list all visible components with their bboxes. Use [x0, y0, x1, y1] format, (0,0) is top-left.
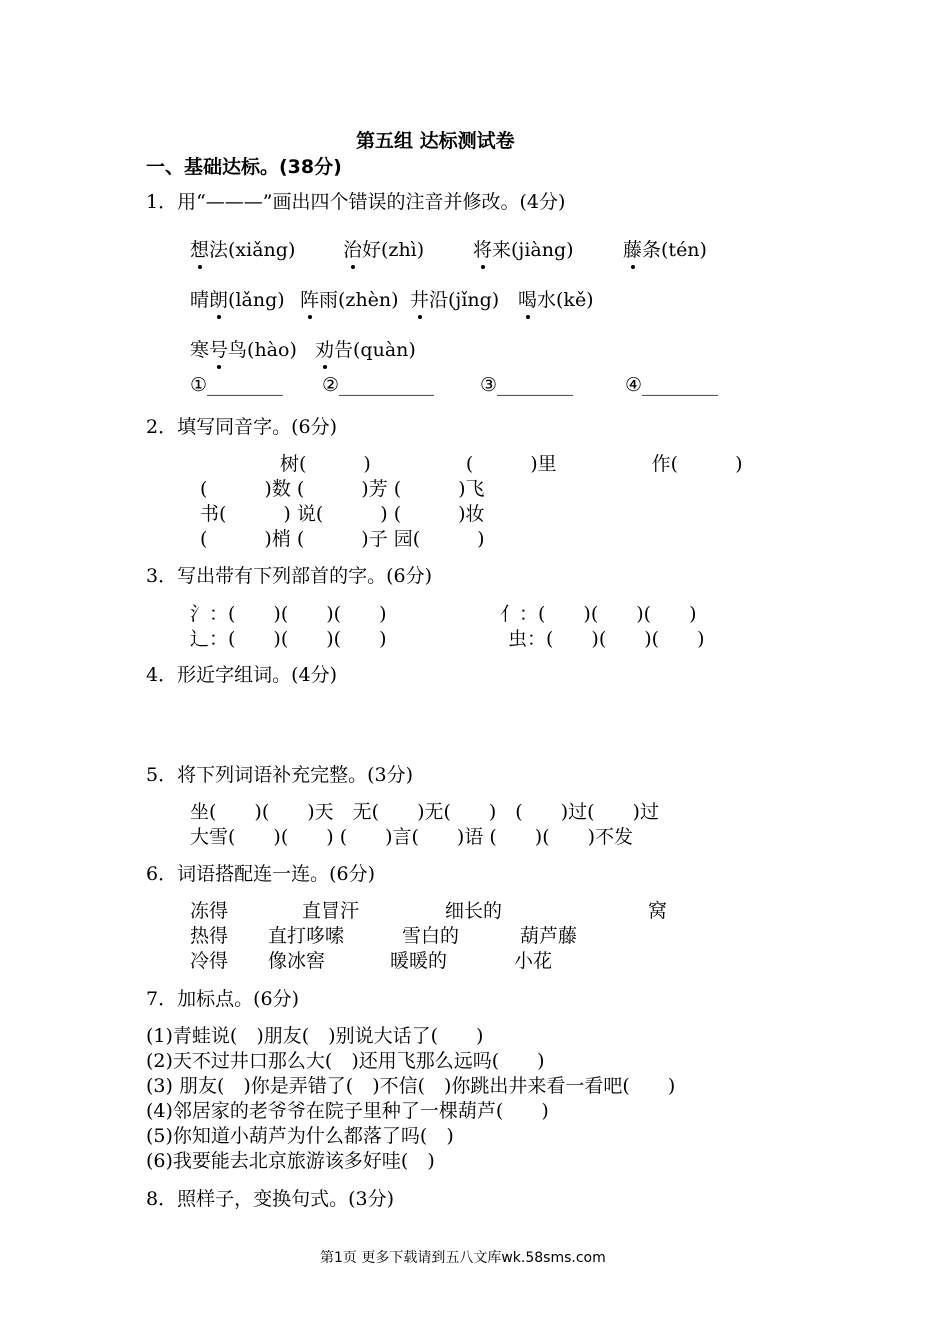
q3-prompt: 3．写出带有下列部首的字。(6分) — [146, 565, 433, 587]
q1-dotted-char: 劝 — [315, 335, 334, 362]
q1-prompt: 1．用“———”画出四个错误的注音并修改。(4分) — [146, 191, 566, 213]
q6-r3-c2: 像冰窖 — [268, 950, 326, 972]
q1-dotted-char: 喝 — [518, 285, 537, 312]
page-title: 第五组 达标测试卷 — [356, 130, 515, 152]
q1-dotted-char: 井 — [410, 285, 429, 312]
q6-r3-c3: 暖暖的 — [390, 950, 448, 972]
q2-line-3: 书( ) 说( ) ( )妆 — [200, 503, 485, 525]
q1-blank-3: ③________ — [480, 374, 574, 396]
q1-dotted-char: 藤 — [623, 235, 642, 262]
q1-word-8: 喝水(kě) — [518, 285, 594, 312]
q6-r1-c2: 直冒汗 — [302, 900, 360, 922]
q2-line-2: ( )数 ( )芳 ( )飞 — [200, 478, 485, 500]
q7-item-5: (5)你知道小葫芦为什么都落了吗( ) — [146, 1125, 454, 1147]
q1-word-7: 井沿(jǐng) — [410, 285, 499, 312]
q6-r2-c2: 直打哆嗦 — [268, 925, 345, 947]
q2-line-1: 树( ) ( )里 作( ) — [280, 453, 743, 475]
q2-line-4: ( )梢 ( )子 园( ) — [200, 528, 485, 550]
q7-item-4: (4)邻居家的老爷爷在院子里种了一棵葫芦( ) — [146, 1100, 549, 1122]
q1-word-10: 劝告(quàn) — [315, 335, 416, 362]
q6-r1-c1: 冻得 — [190, 900, 229, 922]
q1-dotted-char: 将 — [473, 235, 492, 262]
q1-dotted-char: 治 — [343, 235, 362, 262]
q6-prompt: 6．词语搭配连一连。(6分) — [146, 863, 376, 885]
q6-r2-c1: 热得 — [190, 925, 229, 947]
q3-radical-insect: 虫：( )( )( ) — [508, 628, 705, 650]
q1-word-9: 寒号鸟(hào) — [190, 335, 297, 362]
q1-word-5: 晴朗(lǎng) — [190, 285, 285, 312]
q6-r3-c1: 冷得 — [190, 950, 229, 972]
page-footer: 第1页 更多下载请到五八文库wk.58sms.com — [320, 1250, 606, 1266]
q7-item-3: (3) 朋友( )你是弄错了( )不信( )你跳出井来看一看吧( ) — [146, 1075, 676, 1097]
q3-radical-water: 氵：( )( )( ) — [190, 603, 387, 625]
q3-radical-person: 亻：( )( )( ) — [500, 603, 697, 625]
q6-r2-c3: 雪白的 — [402, 925, 460, 947]
q1-blank-4: ④________ — [625, 374, 719, 396]
section-heading: 一、基础达标。(38分) — [146, 156, 342, 178]
q1-word-2: 治好(zhì) — [343, 235, 424, 262]
q6-r1-c4: 窝 — [648, 900, 668, 922]
q6-r1-c3: 细长的 — [445, 900, 503, 922]
q1-word-4: 藤条(tén) — [623, 235, 707, 262]
q1-blank-2: ②__________ — [322, 374, 435, 396]
q7-prompt: 7．加标点。(6分) — [146, 988, 300, 1010]
q1-word-1: 想法(xiǎng) — [190, 235, 295, 262]
q1-blank-1: ①________ — [190, 374, 284, 396]
q7-item-2: (2)天不过井口那么大( )还用飞那么远吗( ) — [146, 1050, 545, 1072]
q7-item-6: (6)我要能去北京旅游该多好哇( ) — [146, 1150, 435, 1172]
q1-dotted-char: 号 — [209, 335, 228, 362]
q1-dotted-char: 朗 — [209, 285, 228, 312]
q1-dotted-char: 想 — [190, 235, 209, 262]
q5-line-2: 大雪( )( ) ( )言( )语 ( )( )不发 — [190, 826, 634, 848]
q1-word-3: 将来(jiàng) — [473, 235, 574, 262]
q2-prompt: 2．填写同音字。(6分) — [146, 416, 338, 438]
q1-dotted-char: 阵 — [300, 285, 319, 312]
q3-radical-walk: 辶：( )( )( ) — [190, 628, 387, 650]
q8-prompt: 8．照样子，变换句式。(3分) — [146, 1188, 395, 1210]
q7-item-1: (1)青蛙说( )朋友( )别说大话了( ) — [146, 1025, 484, 1047]
q5-prompt: 5．将下列词语补充完整。(3分) — [146, 764, 414, 786]
q6-r2-c4: 葫芦藤 — [520, 925, 578, 947]
q4-prompt: 4．形近字组词。(4分) — [146, 664, 338, 686]
q1-word-6: 阵雨(zhèn) — [300, 285, 399, 312]
q5-line-1: 坐( )( )天 无( )无( ) ( )过( )过 — [190, 801, 659, 823]
q6-r3-c4: 小花 — [514, 950, 553, 972]
